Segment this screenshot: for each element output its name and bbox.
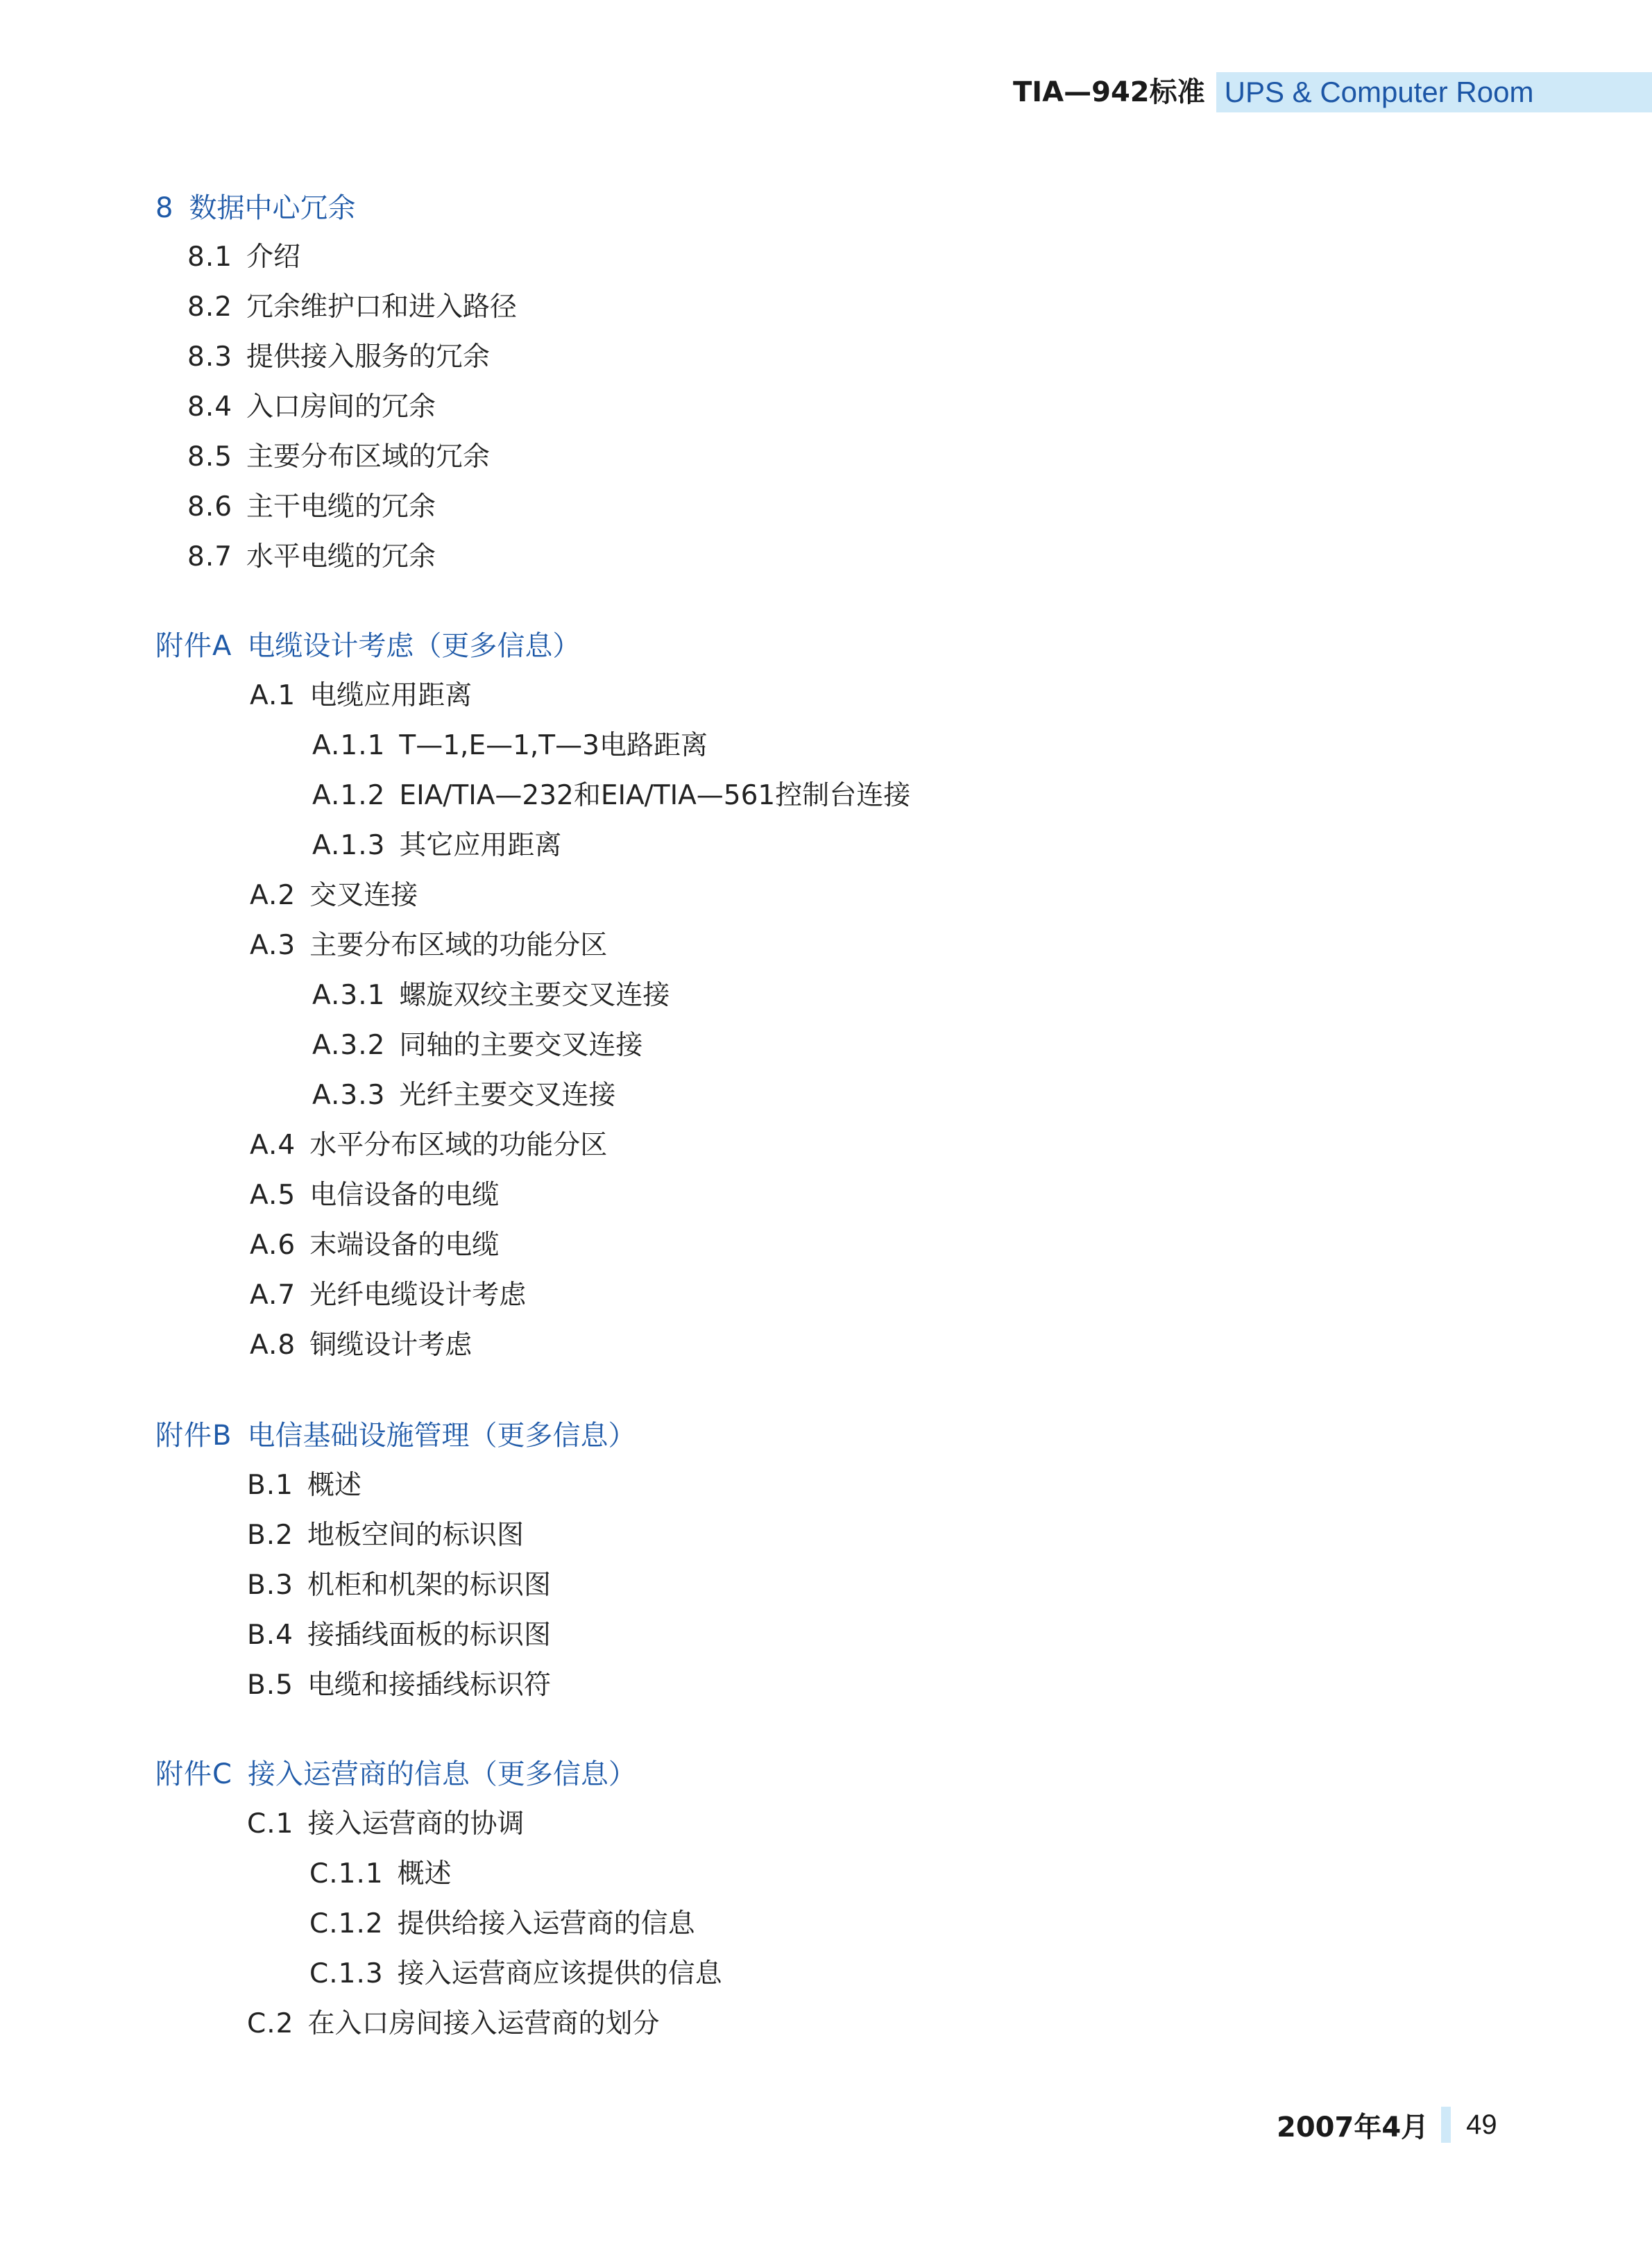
toc-number: C.1.2 <box>309 1908 384 1939</box>
toc-item-a-4[interactable] <box>250 1128 607 1163</box>
toc-number: A.1.2 <box>312 780 386 811</box>
toc-title: 数据中心冗余 <box>189 192 356 224</box>
toc-title: 水平电缆的冗余 <box>246 541 436 572</box>
toc-number: A.6 <box>250 1230 296 1261</box>
toc-item-8-3[interactable] <box>187 340 490 375</box>
toc-number: A.3.3 <box>312 1080 386 1111</box>
toc-heading-8[interactable] <box>155 191 355 226</box>
toc-number: A.1 <box>250 680 296 711</box>
toc-title: 电缆应用距离 <box>309 680 472 711</box>
toc-item-a-1[interactable] <box>250 679 472 713</box>
toc-item-a-1-2[interactable] <box>312 779 910 813</box>
toc-number: B.4 <box>247 1620 293 1651</box>
page-number: 49 <box>1466 2109 1497 2140</box>
toc-item-a-3-3[interactable] <box>312 1078 615 1113</box>
toc-title: 水平分布区域的功能分区 <box>309 1130 608 1161</box>
toc-title: 概述 <box>397 1858 452 1889</box>
toc-number: A.7 <box>250 1280 296 1311</box>
toc-title: 机柜和机架的标识图 <box>307 1570 551 1601</box>
toc-number: A.3 <box>250 930 296 961</box>
toc-title: 主要分布区域的冗余 <box>246 441 491 473</box>
toc-item-a-8[interactable] <box>250 1328 472 1363</box>
toc-title: 主干电缆的冗余 <box>246 491 436 523</box>
toc-title: 电信设备的电缆 <box>309 1180 500 1211</box>
toc-number: 8 <box>155 192 174 224</box>
toc-number: A.3.1 <box>312 980 386 1011</box>
page-footer <box>1277 2104 1497 2146</box>
toc-title: 电缆设计考虑（更多信息） <box>247 630 581 662</box>
toc-title: 提供接入服务的冗余 <box>246 341 491 373</box>
toc-title: 提供给接入运营商的信息 <box>397 1908 695 1939</box>
toc-number: B.1 <box>247 1470 293 1501</box>
toc-item-a-6[interactable] <box>250 1228 499 1263</box>
toc-title: 接入运营商的信息（更多信息） <box>247 1758 636 1790</box>
footer-date: 2007年4月 <box>1277 2111 1429 2143</box>
toc-title: 电信基础设施管理（更多信息） <box>247 1420 636 1452</box>
toc-title: 地板空间的标识图 <box>307 1520 524 1551</box>
toc-item-8-4[interactable] <box>187 390 436 425</box>
toc-heading-annex-b[interactable] <box>155 1418 636 1453</box>
toc-number: B.5 <box>247 1670 293 1701</box>
toc-title: 光纤电缆设计考虑 <box>309 1280 527 1311</box>
toc-title: 交叉连接 <box>309 880 418 911</box>
toc-item-a-3[interactable] <box>250 928 607 963</box>
toc-title: EIA/TIA—232和EIA/TIA—561控制台连接 <box>399 780 911 811</box>
toc-number: B.2 <box>247 1520 293 1551</box>
toc-item-8-1[interactable] <box>187 240 300 275</box>
toc-title: 电缆和接插线标识符 <box>307 1670 551 1701</box>
toc-title: 接入运营商应该提供的信息 <box>397 1958 722 1989</box>
toc-item-a-1-3[interactable] <box>312 829 561 863</box>
toc-title: 在入口房间接入运营商的划分 <box>307 2008 660 2039</box>
toc-item-8-7[interactable] <box>187 540 436 575</box>
toc-title: 铜缆设计考虑 <box>309 1330 472 1361</box>
toc-item-a-5[interactable] <box>250 1178 499 1213</box>
toc-item-b-3[interactable] <box>247 1568 551 1603</box>
toc-title: 接入运营商的协调 <box>307 1808 525 1840</box>
footer-divider <box>1441 2107 1451 2143</box>
toc-item-c-1-1[interactable] <box>309 1857 452 1892</box>
toc-number: C.1.3 <box>309 1958 384 1989</box>
toc-number: B.3 <box>247 1570 293 1601</box>
toc-number: 附件B <box>155 1420 232 1452</box>
toc-number: C.1.1 <box>309 1858 384 1889</box>
toc-title: 介绍 <box>246 241 301 273</box>
toc-number: 8.5 <box>187 441 233 473</box>
toc-item-a-3-2[interactable] <box>312 1028 642 1063</box>
page-header <box>1013 72 1652 112</box>
toc-title: 光纤主要交叉连接 <box>399 1080 616 1111</box>
toc-number: 附件C <box>155 1758 232 1790</box>
toc-item-b-4[interactable] <box>247 1618 551 1653</box>
toc-title: 螺旋双绞主要交叉连接 <box>399 980 670 1011</box>
toc-number: 8.1 <box>187 241 233 273</box>
toc-heading-annex-a[interactable] <box>155 629 580 663</box>
toc-item-c-1-2[interactable] <box>309 1907 695 1942</box>
toc-number: A.5 <box>250 1180 296 1211</box>
toc-item-8-2[interactable] <box>187 290 517 325</box>
toc-number: A.3.2 <box>312 1030 386 1061</box>
toc-item-a-3-1[interactable] <box>312 978 670 1013</box>
toc-item-c-1[interactable] <box>247 1807 524 1842</box>
toc-number: 8.4 <box>187 391 233 423</box>
toc-item-c-2[interactable] <box>247 2007 659 2041</box>
toc-title: 冗余维护口和进入路径 <box>246 291 518 323</box>
toc-number: 8.3 <box>187 341 233 373</box>
toc-item-8-6[interactable] <box>187 490 436 525</box>
toc-number: A.1.3 <box>312 830 386 861</box>
toc-title: 同轴的主要交叉连接 <box>399 1030 643 1061</box>
toc-item-a-2[interactable] <box>250 878 418 913</box>
toc-item-b-1[interactable] <box>247 1468 361 1503</box>
toc-item-a-1-1[interactable] <box>312 729 708 763</box>
toc-item-8-5[interactable] <box>187 440 490 475</box>
toc-item-b-5[interactable] <box>247 1668 551 1703</box>
toc-title: 其它应用距离 <box>399 830 562 861</box>
toc-title: 概述 <box>307 1470 361 1501</box>
toc-title: 接插线面板的标识图 <box>307 1620 551 1651</box>
toc-item-c-1-3[interactable] <box>309 1957 722 1992</box>
toc-number: C.2 <box>247 2008 294 2039</box>
toc-number: A.2 <box>250 880 296 911</box>
toc-title: 主要分布区域的功能分区 <box>309 930 608 961</box>
toc-number: A.1.1 <box>312 730 386 761</box>
toc-number: C.1 <box>247 1808 294 1840</box>
toc-title: 末端设备的电缆 <box>309 1230 500 1261</box>
toc-number: A.4 <box>250 1130 296 1161</box>
toc-item-b-2[interactable] <box>247 1518 524 1553</box>
toc-heading-annex-c[interactable] <box>155 1757 636 1792</box>
toc-number: 附件A <box>155 630 232 662</box>
header-doc-title: TIA—942标准 <box>1013 76 1205 108</box>
toc-item-a-7[interactable] <box>250 1278 526 1313</box>
toc-number: 8.7 <box>187 541 233 572</box>
toc-title: 入口房间的冗余 <box>246 391 436 423</box>
toc-number: 8.2 <box>187 291 233 323</box>
toc-title: T—1,E—1,T—3电路距离 <box>399 730 708 761</box>
header-brand: UPS & Computer Room <box>1216 72 1652 112</box>
toc-number: A.8 <box>250 1330 296 1361</box>
toc-number: 8.6 <box>187 491 233 523</box>
